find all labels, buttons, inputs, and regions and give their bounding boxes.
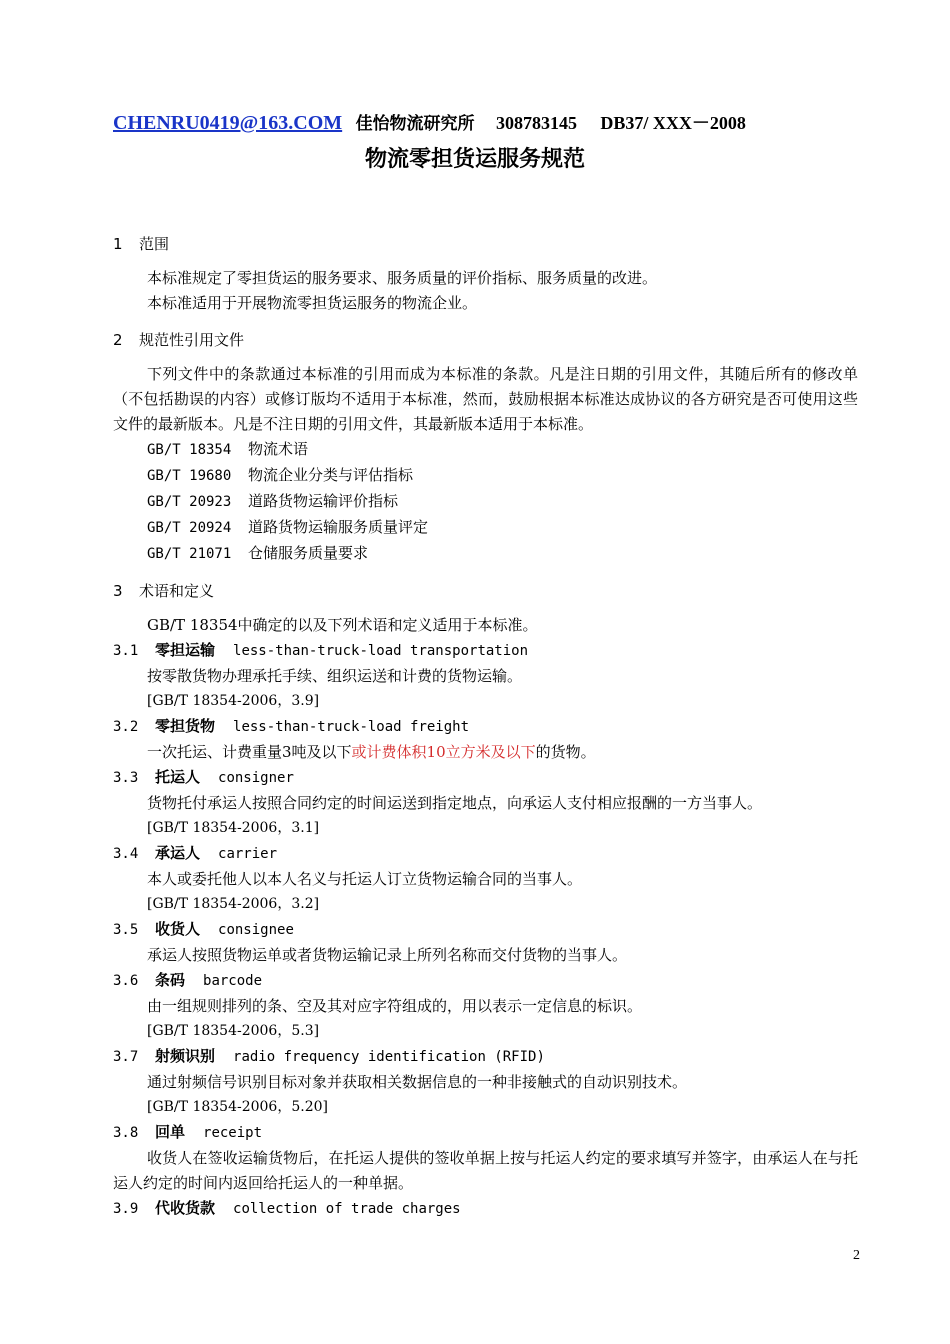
reference-item (113, 541, 858, 567)
reference-title: 物流术语 (248, 440, 309, 458)
section-number: 2 (113, 331, 123, 349)
document-body (113, 232, 858, 1222)
term-source: [GB/T 18354-2006，5.3] (147, 1023, 320, 1039)
section-heading-2 (113, 328, 858, 352)
term-definition: 通过射频信号识别目标对象并获取相关数据信息的一种非接触式的自动识别技术。 (147, 1073, 688, 1091)
term-number: 3.3 (113, 770, 139, 786)
term-chinese: 零担运输 (155, 641, 216, 659)
reference-code: GB/T 20923 (147, 494, 232, 510)
paragraph: 本标准规定了零担货运的服务要求、服务质量的评价指标、服务质量的改进。 (147, 269, 658, 287)
reference-title: 道路货物运输评价指标 (248, 492, 399, 510)
term-heading (113, 765, 858, 791)
term-chinese: 收货人 (155, 920, 201, 938)
term-number: 3.6 (113, 973, 139, 989)
term-heading (113, 968, 858, 994)
term-definition: 收货人在签收运输货物后，在托运人提供的签收单据上按与托运人约定的要求填写并签字，由承运人在与托运人约定的时间内返回给托运人的一种单据。 (113, 1149, 858, 1192)
highlighted-text: 或计费体积10立方米及以下 (351, 743, 536, 761)
term-definition: 本人或委托他人以本人名义与托运人订立货物运输合同的当事人。 (147, 870, 583, 888)
contact-number: 308783145 (495, 113, 577, 133)
header-line (113, 111, 873, 136)
reference-code: GB/T 19680 (147, 468, 232, 484)
section-title: 范围 (139, 235, 170, 253)
organization-name: 佳怡物流研究所 (355, 114, 475, 134)
section-title: 术语和定义 (139, 582, 215, 600)
term-source: [GB/T 18354-2006，3.1] (147, 820, 320, 836)
term-heading (113, 1044, 858, 1070)
document-title: 物流零担货运服务规范 (364, 147, 585, 172)
term-heading (113, 841, 858, 867)
term-definition: 货物托付承运人按照合同约定的时间运送到指定地点，向承运人支付相应报酬的一方当事人。 (147, 794, 763, 812)
reference-title: 仓储服务质量要求 (248, 544, 369, 562)
term-chinese: 托运人 (155, 768, 201, 786)
section-title: 规范性引用文件 (139, 331, 245, 349)
reference-item (113, 489, 858, 515)
term-chinese: 代收货款 (155, 1199, 216, 1217)
reference-code: GB/T 20924 (147, 520, 232, 536)
term-definition: 由一组规则排列的条、空及其对应字符组成的，用以表示一定信息的标识。 (147, 997, 643, 1015)
term-number: 3.7 (113, 1049, 139, 1065)
term-number: 3.2 (113, 719, 139, 735)
term-source: [GB/T 18354-2006，3.9] (147, 693, 320, 709)
term-definition: 按零散货物办理承托手续、组织运送和计费的货物运输。 (147, 667, 523, 685)
term-heading (113, 1120, 858, 1146)
term-heading (113, 917, 858, 943)
section-heading-1 (113, 232, 858, 256)
term-number: 3.8 (113, 1125, 139, 1141)
term-english: receipt (203, 1125, 263, 1141)
term-chinese: 条码 (155, 971, 186, 989)
section-heading-3 (113, 579, 858, 603)
definition-text: 一次托运、计费重量3吨及以下 (147, 743, 352, 761)
paragraph: 下列文件中的条款通过本标准的引用而成为本标准的条款。凡是注日期的引用文件，其随后所有的修改单（不包括勘误的内容）或修订版均不适用于本标准，然而，鼓励根据本标准达成协议的各方研究是否可使用这些文件的最新版本。凡是不注日期的引用文件，其最新版本适用于本标准。 (113, 365, 858, 433)
standard-code: DB37/ XXX－2008 (600, 113, 746, 133)
term-heading (113, 638, 858, 664)
term-number: 3.1 (113, 643, 139, 659)
reference-item (113, 437, 858, 463)
term-chinese: 回单 (155, 1123, 186, 1141)
definition-text: 的货物。 (535, 743, 596, 761)
term-heading (113, 714, 858, 740)
term-english: consigner (218, 770, 294, 786)
term-heading (113, 1196, 858, 1222)
term-definition (113, 740, 858, 765)
term-definition: 承运人按照货物运单或者货物运输记录上所列名称而交付货物的当事人。 (147, 946, 628, 964)
term-english: less-than-truck-load transportation (233, 643, 529, 659)
email-link[interactable]: CHENRU0419@163.COM (113, 112, 343, 134)
term-english: barcode (203, 973, 263, 989)
term-chinese: 零担货物 (155, 717, 216, 735)
reference-title: 道路货物运输服务质量评定 (248, 518, 429, 536)
term-english: radio frequency identification (RFID) (233, 1049, 545, 1065)
term-number: 3.4 (113, 846, 139, 862)
paragraph: GB/T 18354中确定的以及下列术语和定义适用于本标准。 (147, 616, 538, 634)
term-english: consignee (218, 922, 294, 938)
term-source: [GB/T 18354-2006，5.20] (147, 1099, 328, 1115)
paragraph: 本标准适用于开展物流零担货运服务的物流企业。 (147, 294, 478, 312)
term-number: 3.9 (113, 1201, 139, 1217)
reference-title: 物流企业分类与评估指标 (248, 466, 414, 484)
reference-code: GB/T 21071 (147, 546, 232, 562)
reference-code: GB/T 18354 (147, 442, 232, 458)
page-number: 2 (853, 1248, 860, 1263)
section-number: 1 (113, 235, 123, 253)
term-english: collection of trade charges (233, 1201, 461, 1217)
section-number: 3 (113, 582, 123, 600)
term-number: 3.5 (113, 922, 139, 938)
reference-item (113, 463, 858, 489)
term-english: carrier (218, 846, 278, 862)
reference-item (113, 515, 858, 541)
term-chinese: 射频识别 (155, 1047, 216, 1065)
term-source: [GB/T 18354-2006，3.2] (147, 896, 320, 912)
term-chinese: 承运人 (155, 844, 201, 862)
term-english: less-than-truck-load freight (233, 719, 470, 735)
